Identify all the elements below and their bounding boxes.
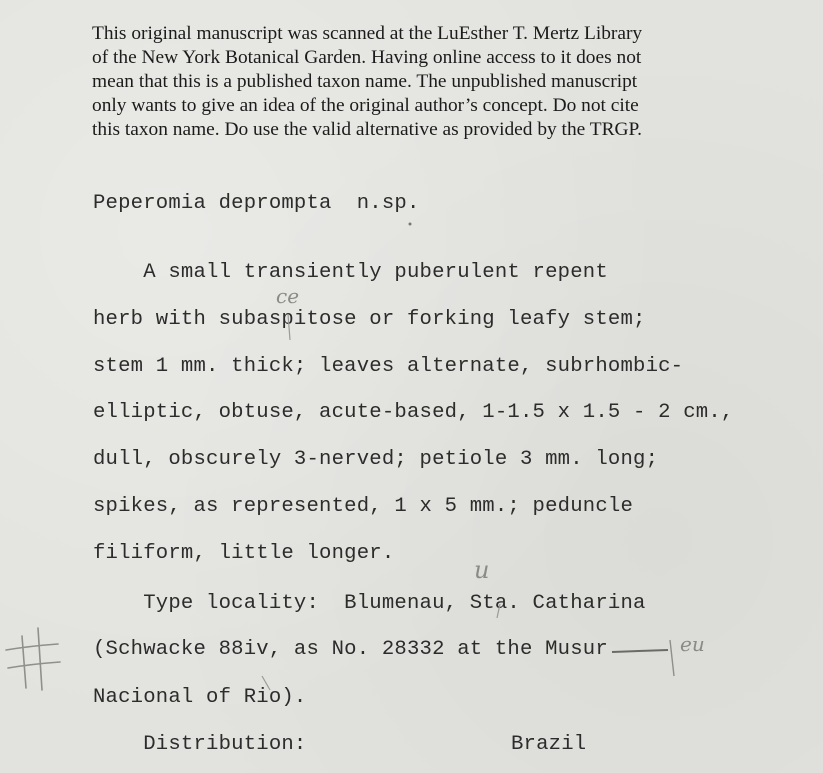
description-line: filiform, little longer. bbox=[93, 542, 395, 565]
type-locality-line: (Schwacke 88iv, as No. 28332 at the Musur bbox=[93, 638, 608, 661]
notice-line: only wants to give an idea of the original author’s concept. Do not cite bbox=[92, 95, 639, 116]
margin-hash-mark bbox=[6, 628, 60, 690]
description-line: stem 1 mm. thick; leaves alternate, subrhombic- bbox=[93, 355, 684, 378]
species-title: Peperomia deprompta n.sp. bbox=[93, 192, 420, 215]
distribution-label: Distribution: bbox=[93, 733, 307, 756]
type-locality-line: Nacional of Rio). bbox=[93, 686, 307, 709]
distribution-value: Brazil bbox=[511, 733, 587, 756]
library-notice bbox=[92, 22, 732, 142]
strike-mark bbox=[612, 650, 668, 652]
description-line: dull, obscurely 3-nerved; petiole 3 mm. long; bbox=[93, 448, 659, 471]
type-locality-line: Type locality: Blumenau, Sta. Catharina bbox=[93, 592, 646, 615]
description-line: A small transiently puberulent repent bbox=[93, 261, 608, 284]
description-line: spikes, as represented, 1 x 5 mm.; peduncle bbox=[93, 495, 634, 518]
notice-line: mean that this is a published taxon name. The unpublished manuscript bbox=[92, 71, 638, 92]
dot-mark bbox=[409, 223, 412, 226]
handwritten-correction-eu: eu bbox=[680, 632, 705, 656]
separator-mark bbox=[670, 640, 674, 676]
handwritten-correction-u: u bbox=[474, 556, 490, 584]
description-line: elliptic, obtuse, acute-based, 1-1.5 x 1.5 - 2 cm., bbox=[93, 401, 734, 424]
handwritten-correction-ce: ce bbox=[276, 284, 300, 308]
notice-line: this taxon name. Do use the valid alternative as provided by the TRGP. bbox=[92, 119, 643, 140]
notice-line: This original manuscript was scanned at the LuEsther T. Mertz Library bbox=[92, 23, 643, 44]
notice-line: of the New York Botanical Garden. Having online access to it does not bbox=[92, 47, 642, 68]
description-line: herb with subaspitose or forking leafy stem; bbox=[93, 308, 646, 331]
